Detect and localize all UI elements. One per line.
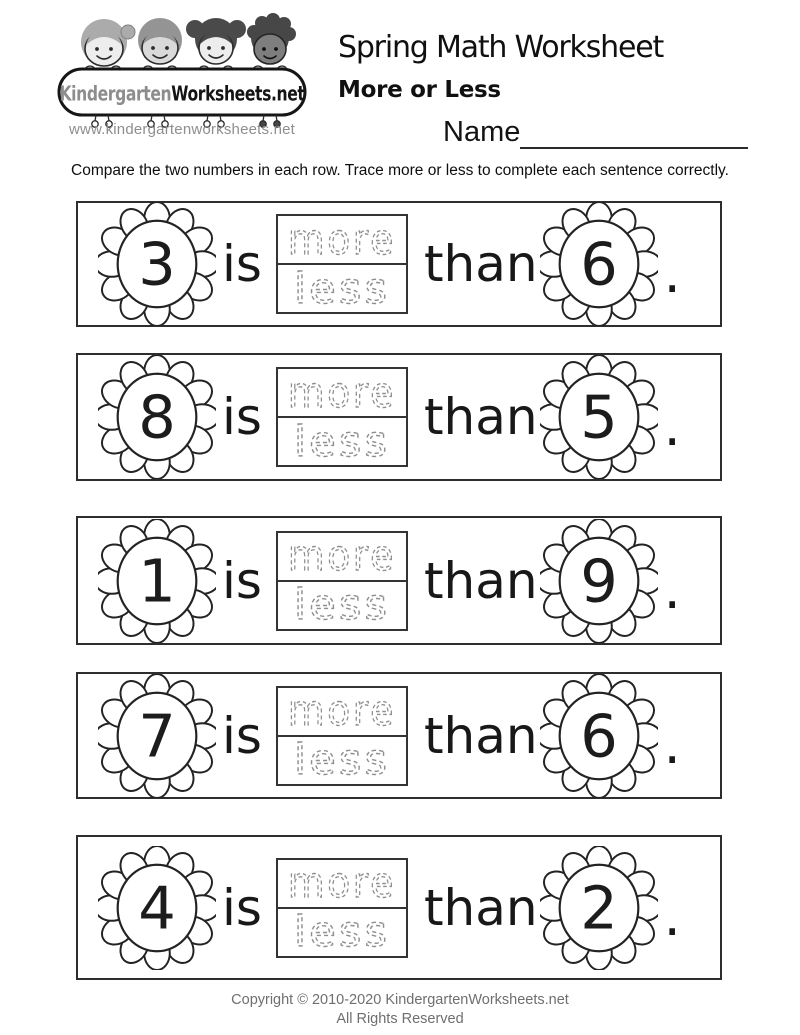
trace-more-text: more [287,370,396,415]
trace-less-cell [278,418,406,465]
trace-less-text: less [293,583,390,627]
site-url: www.kindergartenworksheets.net [68,121,296,138]
trace-more-text: more [287,217,396,262]
sentence-period: . [663,713,681,776]
right-number: 6 [579,229,618,299]
word-than: than [423,878,538,937]
left-flower-icon [98,202,216,326]
trace-more-cell [278,688,406,737]
trace-more-cell [278,216,406,265]
trace-more-text: more [287,534,396,578]
sentence-period: . [663,241,681,305]
trace-more-text: more [287,861,396,905]
rights-text: All Rights Reserved [336,1011,464,1027]
left-number: 4 [138,873,176,943]
trace-box [276,367,408,467]
copyright-text: Copyright © 2010-2020 KindergartenWorksheets.net [231,992,569,1008]
trace-box [276,531,408,631]
worksheet-row [76,672,722,799]
logo-kids-icon [56,12,308,132]
trace-more-cell [278,533,406,582]
trace-more-cell [278,369,406,418]
page-footer [0,991,800,1029]
trace-less-text: less [293,738,390,782]
worksheet-row [76,516,722,645]
name-label: Name [443,116,521,148]
right-number: 2 [579,873,618,943]
name-underline [520,119,748,149]
right-number: 6 [579,701,618,771]
page-subtitle: More or Less [338,77,501,103]
left-number: 1 [138,546,176,616]
site-logo [56,12,308,122]
trace-less-cell [278,265,406,312]
trace-less-cell [278,737,406,784]
word-than: than [423,388,538,446]
word-is: is [222,706,262,765]
name-field [443,116,748,149]
trace-less-text: less [293,910,390,954]
instructions-text: Compare the two numbers in each row. Trace more or less to complete each sentence correctly. [71,162,729,179]
left-flower-icon [98,355,216,479]
worksheet-row [76,353,722,481]
word-is: is [222,388,262,446]
word-than: than [423,235,538,293]
page-title: Spring Math Worksheet [338,30,664,65]
trace-less-text: less [293,266,390,311]
right-flower-icon [540,519,658,643]
right-number: 9 [579,546,618,616]
left-number: 3 [138,229,176,299]
sentence-period: . [663,394,681,458]
left-flower-icon [98,674,216,798]
right-flower-icon [540,674,658,798]
trace-less-text: less [293,419,390,464]
right-flower-icon [540,355,658,479]
right-number: 5 [579,382,618,452]
left-flower-icon [98,519,216,643]
sentence-period: . [663,885,681,948]
trace-less-cell [278,582,406,629]
trace-box [276,686,408,786]
trace-more-cell [278,860,406,909]
right-flower-icon [540,202,658,326]
left-number: 8 [138,382,176,452]
trace-more-text: more [287,689,396,733]
trace-box [276,858,408,958]
worksheet-row [76,201,722,327]
word-than: than [423,551,538,610]
word-is: is [222,551,262,610]
word-is: is [222,878,262,937]
logo-text-kindergarten: Kindergarten [59,82,172,107]
word-than: than [423,706,538,765]
left-flower-icon [98,846,216,970]
word-is: is [222,235,262,293]
trace-box [276,214,408,314]
sentence-period: . [663,558,681,621]
trace-less-cell [278,909,406,956]
logo-sign-text [59,83,305,106]
logo-text-worksheets: Worksheets.net [171,82,305,107]
left-number: 7 [138,701,176,771]
right-flower-icon [540,846,658,970]
worksheet-row [76,835,722,980]
